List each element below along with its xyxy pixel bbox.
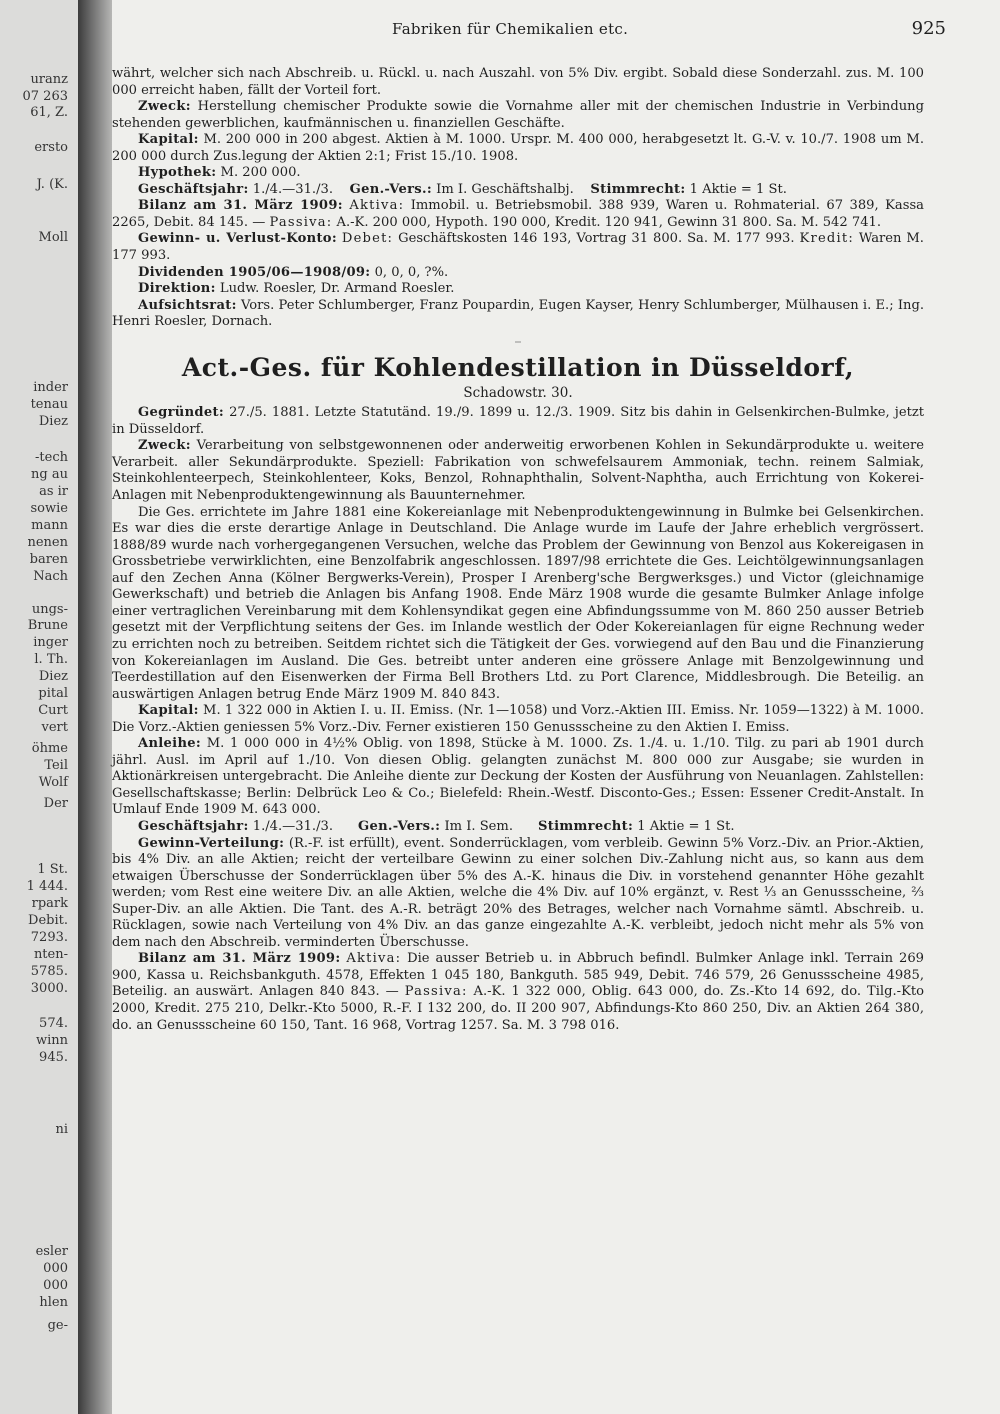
genvers-text: Im I. Sem. — [444, 818, 514, 834]
div-text: 0, 0, 0, ?%. — [374, 264, 449, 280]
kapital-text: M. 200 000 in 200 abgest. Aktien à M. 1000. Urspr. M. 400 000, herabgesetzt lt. G.-V. v. 10./7. 1908 um M. 200 000 durch Zus.legung der Aktien 2:1; Frist 15./10. 1908. — [112, 132, 924, 164]
aktiva-label: Aktiva: — [346, 951, 402, 967]
company-entry — [112, 353, 924, 1034]
company-heading: Act.-Ges. für Kohlendestillation in Düsseldorf, — [181, 352, 855, 382]
direktion-text: Ludw. Roesler, Dr. Armand Roesler. — [219, 281, 455, 297]
fragment-text: ng au — [31, 467, 68, 482]
gj-text: 1./4.—31./3. — [252, 181, 333, 197]
gj-label: Geschäftsjahr: — [138, 818, 249, 834]
anleihe-label: Anleihe: — [138, 736, 202, 752]
fragment-text: ungs- — [31, 602, 68, 617]
fragment-text: sowie — [30, 501, 68, 516]
fragment-text: ge- — [47, 1318, 68, 1333]
fragment-text: Diez — [38, 669, 68, 684]
hypothek-label: Hypothek: — [138, 165, 217, 181]
fragment-text: 945. — [39, 1050, 68, 1065]
fragment-text: Debit. — [28, 913, 68, 928]
geschaeftsjahr-paragraph — [112, 819, 924, 836]
fragment-text: uranz — [30, 72, 68, 87]
fragment-text: öhme — [31, 741, 68, 756]
fragment-text: mann — [31, 518, 68, 533]
gegruendet-text: 27./5. 1881. Letzte Statutänd. 19./9. 1899 u. 12./3. 1909. Sitz bis dahin in Gelsenkirchen-Bulmke, jetzt in Düsseldorf. — [112, 405, 924, 437]
aktiva-text: Die ausser Betrieb u. in Abbruch befindl. Bulmker Anlage inkl. Terrain 269 900, Kassa u. Reichsbankguth. 4578, Effekten 1 045 180, Bankguth. 585 949, Debit. 746 579, 26 Genussscheine 4985, Beteilig. an auswärt. Anlagen 840 843. — — [112, 951, 924, 1000]
zweck-label: Zweck: — [138, 99, 191, 115]
fragment-text: 7293. — [30, 930, 68, 945]
ar-text: Vors. Peter Schlumberger, Franz Poupardin, Eugen Kayser, Henry Schlumberger, Mülhausen i. E.; Ing. Henri Roesler, Dornach. — [112, 297, 924, 330]
dividenden-paragraph — [112, 265, 924, 282]
passiva-label: Passiva: — [404, 984, 468, 1000]
gewinnverteilung-paragraph — [112, 836, 924, 952]
previous-entry — [112, 66, 924, 331]
fragment-text: nenen — [27, 535, 68, 550]
fragment-text: Nach — [33, 569, 68, 584]
fragment-text: pital — [38, 686, 68, 701]
stimmrecht-text: 1 Aktie = 1 St. — [689, 181, 787, 197]
guv-paragraph — [112, 231, 924, 264]
fragment-text: 1 St. — [37, 862, 68, 877]
gv-label: Gewinn-Verteilung: — [138, 835, 285, 851]
bilanz-paragraph — [112, 951, 924, 1034]
fragment-text: Diez — [38, 414, 68, 429]
fragment-text: winn — [35, 1033, 68, 1048]
fragment-text: l. Th. — [34, 652, 68, 667]
div-label: Dividenden 1905/06—1908/09: — [138, 264, 371, 280]
aktiva-text: Immobil. u. Betriebsmobil. 388 939, Waren u. Rohmaterial. 67 389, Kassa 2265, Debit. 84 145. — — [112, 198, 924, 230]
fragment-text: Wolf — [38, 775, 68, 790]
fragment-text: 574. — [39, 1016, 68, 1031]
fragment-text: nten- — [33, 947, 68, 962]
company-address: Schadowstr. 30. — [463, 384, 573, 401]
bilanz-paragraph — [112, 198, 924, 231]
fragment-text: inger — [33, 635, 68, 650]
stimmrecht-label: Stimmrecht: — [538, 818, 634, 834]
genvers-label: Gen.-Vers.: — [349, 181, 432, 197]
anleihe-text: M. 1 000 000 in 4½% Oblig. von 1898, Stücke à M. 1000. Zs. 1./4. u. 1./10. Tilg. zu pari ab 1901 durch jährl. Ausl. im April auf 1./10. Von diesen Oblig. gelangten zunächst M. 800 000 zur Ausgabe; sie wurden in Aktionärkreisen untergebracht. Die Anleihe diente zur Deckung der Kosten der Ausführung von Neuanlagen. Zahlstellen: Gesellschaftskasse; Berlin: Delbrück Leo & Co.; Bielefeld: Rhein.-Westf. Disconto-Ges.; Essen: Essener Credit-Anstalt. In Umlauf Ende 1909 M. 643 000. — [112, 736, 924, 818]
aufsichtsrat-paragraph — [112, 298, 924, 331]
fragment-text: as ir — [39, 484, 68, 499]
stimmrecht-text: 1 Aktie = 1 St. — [637, 818, 735, 834]
anleihe-paragraph — [112, 736, 924, 819]
stimmrecht-label: Stimmrecht: — [590, 181, 686, 197]
passiva-label: Passiva: — [269, 214, 333, 230]
zweck-text: Verarbeitung von selbstgewonnenen oder anderweitig erworbenen Kohlen in Sekundärprodukte u. weitere Verarbeit. aller Sekundärprodukte. Speziell: Fabrikation von schwefelsaurem Ammoniak, techn. reinem Salmiak, Steinkohlenteerpech, Steinkohlenteer, Koks, Benzol, Rohnaphthalin, Solvent-Naphtha, auch Errichtung von Kokerei-Anlagen mit Nebenproduktengewinnung als Bauunternehmer. — [112, 438, 925, 504]
fragment-text: 5785. — [30, 964, 68, 979]
direktion-paragraph — [112, 281, 924, 298]
aktiva-label: Aktiva: — [349, 198, 405, 214]
fragment-text: vert — [41, 720, 68, 735]
hypothek-paragraph — [112, 165, 924, 182]
gegruendet-paragraph — [112, 405, 924, 438]
page-number: 925 — [911, 18, 946, 39]
gj-label: Geschäftsjahr: — [138, 181, 249, 197]
page — [112, 0, 1000, 1414]
fragment-text: hlen — [39, 1295, 68, 1310]
bilanz-label: Bilanz am 31. März 1909: — [138, 198, 343, 214]
ar-label: Aufsichtsrat: — [138, 297, 237, 313]
zweck-label: Zweck: — [138, 438, 191, 454]
fragment-text: Moll — [38, 230, 68, 245]
zweck-text: Herstellung chemischer Produkte sowie die Vornahme aller mit der chemischen Industrie in Verbindung stehenden gewerblichen, kaufmännischen u. finanziellen Geschäfte. — [112, 99, 924, 131]
fragment-text: ersto — [34, 140, 68, 155]
gv-text: (R.-F. ist erfüllt), event. Sonderrücklagen, vom verbleib. Gewinn 5% Vorz.-Div. an Prior.-Aktien, bis 4% Div. an alle Aktien; reicht der verteilbare Gewinn zu einer solchen Div.-Zahlung nicht aus, so kann aus dem etwaigen Überschusse der Sonderrücklagen über 5% des A.-K. hinaus die Div. in vorstehend genannter Höhe gezahlt werden; vom Rest eine weitere Div. an alle Aktien, welche die 4% Div. auf 10% ergänzt, v. Rest ⅓ an Genussscheine, ⅔ Super-Div. an alle Aktien. Die Tant. des A.-R. beträgt 20% des Betrages, welcher nach Vornahme sämtl. Abschreib. u. Rücklagen, sowie nach Verteilung von 4% Div. an das ganze eingezahlte A.-K. verbleibt, jedoch nicht mehr als 5% von dem nach den Abschreib. verminderten Überschusse. — [112, 835, 924, 950]
zweck-paragraph — [112, 99, 924, 132]
gj-text: 1./4.—31./3. — [252, 818, 333, 834]
adjacent-page-fragment — [0, 0, 78, 1414]
fragment-text: esler — [35, 1244, 68, 1259]
kapital-label: Kapital: — [138, 703, 199, 719]
fragment-text: 000 — [43, 1278, 68, 1293]
kapital-text: M. 1 322 000 in Aktien I. u. II. Emiss. (Nr. 1—1058) und Vorz.-Aktien III. Emiss. Nr. 1059—1322) à M. 1000. Die Vorz.-Aktien geniessen 5% Vorz.-Div. Ferner existieren 150 Genussscheine zu den Aktien I. Emiss. — [112, 703, 924, 735]
debet-text: Geschäftskosten 146 193, Vortrag 31 800. Sa. M. 177 993. — [398, 231, 795, 247]
kredit-text: Waren M. 177 993. — [112, 231, 924, 264]
kapital-paragraph — [112, 132, 924, 165]
fragment-text: Teil — [44, 758, 68, 773]
running-title: Fabriken für Chemikalien etc. — [392, 20, 629, 38]
guv-label: Gewinn- u. Verlust-Konto: — [138, 231, 337, 247]
fragment-text: Der — [43, 796, 68, 811]
gegruendet-label: Gegründet: — [138, 405, 224, 421]
zweck-paragraph — [112, 438, 924, 504]
entry-separator — [515, 341, 521, 343]
fragment-text: 000 — [43, 1261, 68, 1276]
fragment-text: 07 263 — [22, 89, 68, 104]
fragment-text: 3000. — [30, 981, 68, 996]
hypothek-text: M. 200 000. — [220, 165, 301, 181]
geschaeftsjahr-paragraph — [112, 182, 924, 199]
fragment-text: baren — [29, 552, 68, 567]
passiva-text: A.-K. 200 000, Hypoth. 190 000, Kredit. 120 941, Gewinn 31 800. Sa. M. 542 741. — [336, 214, 882, 230]
book-gutter — [78, 0, 112, 1414]
fragment-text: inder — [33, 380, 68, 395]
fragment-text: rpark — [31, 896, 68, 911]
continuation-text: währt, welcher sich nach Abschreib. u. Rückl. u. nach Auszahl. von 5% Div. ergibt. Sobald diese Sonderzahl. zus. M. 100 000 erreicht haben, fällt der Vorteil fort. — [112, 66, 924, 98]
history-paragraph: Die Ges. errichtete im Jahre 1881 eine Kokereianlage mit Nebenproduktengewinnung in Bulmke bei Gelsenkirchen. Es war dies die erste derartige Anlage in Deutschland. Die Anlage wurde im Laufe der Jahre erheblich vergrössert. 1888/89 wurde nach vorhergegangenen Versuchen, welche das Problem der Gewinnung von Benzol aus Kokereigasen in Grossbetriebe verwirklichten, eine Benzolfabrik angeschlossen. 1897/98 errichtete die Ges. Leichtölgewinnungsanlagen auf den Zechen Anna (Kölner Bergwerks-Verein), Prosper I Arenberg'sche Bergwerksges.) und Victor (gleichnamige Gewerkschaft) und betrieb die Anlagen bis Anfang 1908. Ende März 1908 wurde die gesamte Bulmker Anlage infolge einer vertraglichen Vereinbarung mit dem Kohlensyndikat gegen eine Abfindungssumme von M. 860 250 ausser Betrieb gesetzt mit der Verpflichtung seitens der Ges. im Inlande westlich der Oder Kokereianlagen für eigne Rechnung weder zu errichten noch zu betreiben. Seitdem richtet sich die Tätigkeit der Ges. vorwiegend auf den Bau und die Finanzierung von Kokereianlagen im Ausland. Die Ges. betreibt unter anderen eine grössere Anlage mit Benzolgewinnung und Teerdestillation auf den Eisenwerken der Firma Bell Brothers Ltd. zu Port Clarence, Middlesbrough. Die Beteilig. an auswärtigen Anlagen betrug Ende März 1909 M. 840 843. — [112, 504, 924, 702]
fragment-text: Curt — [38, 703, 68, 718]
bilanz-label: Bilanz am 31. März 1909: — [138, 951, 341, 967]
passiva-text: A.-K. 1 322 000, Oblig. 643 000, do. Zs.-Kto 14 692, do. Tilg.-Kto 2000, Kredit. 275 210, Delkr.-Kto 5000, R.-F. I 132 200, do. II 200 907, Abfindungs-Kto 860 250, Div. an Aktien 264 380, do. an Genussscheine 60 150, Tant. 16 968, Vortrag 1257. Sa. M. 3 798 016. — [112, 984, 925, 1033]
fragment-text: tenau — [30, 397, 68, 412]
genvers-label: Gen.-Vers.: — [357, 818, 441, 834]
fragment-text: Brune — [27, 618, 68, 633]
genvers-text: Im I. Geschäftshalbj. — [436, 181, 574, 197]
debet-label: Debet: — [341, 231, 394, 247]
page-content — [112, 66, 924, 1034]
kapital-paragraph — [112, 703, 924, 736]
kapital-label: Kapital: — [138, 132, 199, 148]
fragment-text: 61, Z. — [30, 105, 68, 120]
running-header — [112, 20, 1000, 44]
fragment-text: ni — [55, 1122, 68, 1137]
fragment-text: J. (K. — [36, 177, 68, 192]
direktion-label: Direktion: — [138, 281, 216, 297]
kredit-label: Kredit: — [799, 231, 854, 247]
fragment-text: 1 444. — [26, 879, 68, 894]
fragment-text: -tech — [35, 450, 68, 465]
